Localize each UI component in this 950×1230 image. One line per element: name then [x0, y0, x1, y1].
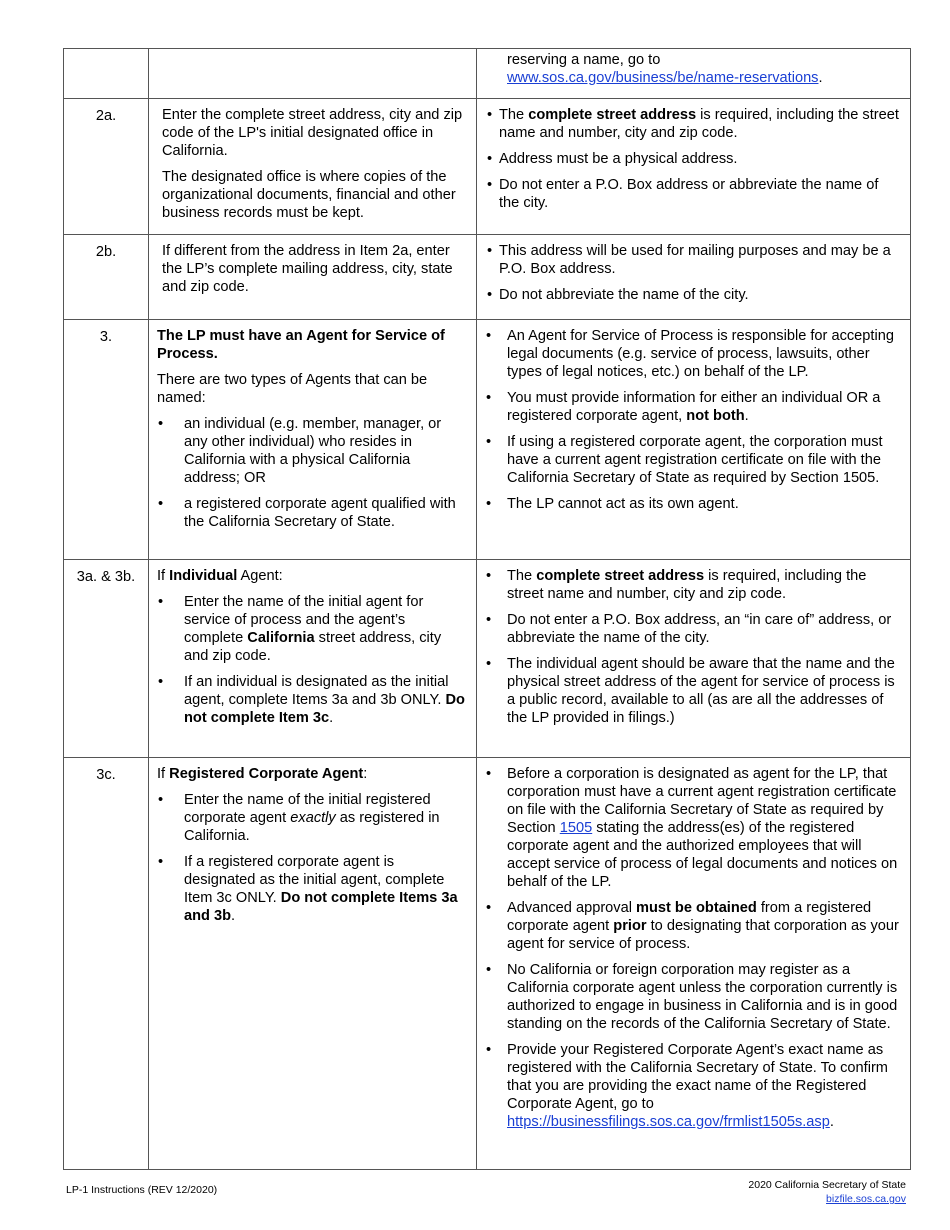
notes-cell — [477, 235, 911, 320]
description-cell — [149, 320, 477, 560]
table-row — [64, 758, 911, 1170]
list-item: • Provide your Registered Corporate Agent’s exact name as registered with the California Secretary of State. To confirm that you are providing the exact name of the Registered Corporate Agent, go to https://businessfilings.sos.ca.gov/frmlist1505s.asp. — [485, 1041, 900, 1131]
list-item: • Address must be a physical address. — [485, 150, 900, 168]
table-row — [64, 560, 911, 758]
section-1505-link[interactable]: 1505 — [559, 820, 593, 836]
table-row — [64, 320, 911, 560]
bizfile-link[interactable]: bizfile.sos.ca.gov — [826, 1193, 906, 1205]
description-cell — [149, 49, 477, 99]
list-item: • Before a corporation is designated as agent for the LP, that corporation must have a current agent registration certificate on file with the California Secretary of State as required by Section 1505 stating the address(es) of the registered corporate agent and the authorized employees that will accept service of process of legal documents and notices on behalf of the LP. — [485, 765, 900, 891]
list-item: • Do not enter a P.O. Box address, an “in care of” address, or abbreviate the name of the city. — [485, 611, 900, 647]
section-heading: If Individual Agent: — [157, 568, 283, 584]
notes-list — [485, 765, 900, 1131]
table-row — [64, 235, 911, 320]
list-item: • You must provide information for either an individual OR a registered corporate agent, not both. — [485, 389, 900, 425]
form-identifier: LP-1 Instructions (REV 12/2020) — [66, 1184, 218, 1196]
notes-cell — [477, 560, 911, 758]
list-item: • a registered corporate agent qualified with the California Secretary of State. — [157, 495, 466, 531]
notes-cell — [477, 99, 911, 235]
description-cell — [149, 560, 477, 758]
item-number: 2a. — [64, 99, 149, 235]
notes-list — [485, 567, 900, 727]
item-number: 3c. — [64, 758, 149, 1170]
table-row — [64, 49, 911, 99]
description-cell — [149, 99, 477, 235]
list-item: • Do not enter a P.O. Box address or abbreviate the name of the city. — [485, 176, 900, 212]
agent-types-list — [157, 415, 466, 531]
instructions-table — [63, 48, 911, 1170]
list-item: • This address will be used for mailing purposes and may be a P.O. Box address. — [485, 242, 900, 278]
description-cell — [149, 235, 477, 320]
name-reservations-link[interactable]: www.sos.ca.gov/business/be/name-reservations — [507, 70, 819, 86]
list-item: • Advanced approval must be obtained from a registered corporate agent prior to designating that corporation as your agent for service of process. — [485, 899, 900, 953]
description-text: There are two types of Agents that can be named: — [157, 372, 428, 406]
list-item: • The complete street address is required, including the street name and number, city and zip code. — [485, 567, 900, 603]
table-row — [64, 99, 911, 235]
description-text: The designated office is where copies of the organizational documents, financial and other business records must be kept. — [162, 169, 456, 221]
list-item: • The complete street address is required, including the street name and number, city and zip code. — [485, 106, 900, 142]
note-text: . — [818, 70, 823, 86]
list-item: • If an individual is designated as the initial agent, complete Items 3a and 3b ONLY. Do not complete Item 3c. — [157, 673, 466, 727]
list-item: • The individual agent should be aware that the name and the physical street address of the agent for service of process is a public record, available to all (as are all the addresses of the LP provided in filings.) — [485, 655, 900, 727]
notes-cell — [477, 49, 911, 99]
item-number-cell — [64, 49, 149, 99]
notes-list — [485, 106, 900, 212]
copyright-text: 2020 California Secretary of State — [748, 1179, 906, 1191]
note-text: reserving a name, go to — [507, 52, 661, 68]
list-item: • The LP cannot act as its own agent. — [485, 495, 900, 513]
notes-cell — [477, 758, 911, 1170]
item-number: 3. — [64, 320, 149, 560]
notes-list — [485, 327, 900, 513]
list-item: • An Agent for Service of Process is responsible for accepting legal documents (e.g. service of process, lawsuits, other types of legal notices, etc.) on behalf of the LP. — [485, 327, 900, 381]
section-heading: The LP must have an Agent for Service of Process. — [157, 328, 445, 362]
description-text: If different from the address in Item 2a, enter the LP’s complete mailing address, city, state and zip code. — [162, 243, 453, 295]
list-item: • If a registered corporate agent is designated as the initial agent, complete Item 3c ONLY. Do not complete Items 3a and 3b. — [157, 853, 466, 925]
list-item: • No California or foreign corporation may register as a California corporate agent unless the corporation currently is authorized to engage in business in California and is in good standing on the records of the California Secretary of State. — [485, 961, 900, 1033]
corporate-agent-list-link[interactable]: https://businessfilings.sos.ca.gov/frmlist1505s.asp — [507, 1114, 830, 1130]
list-item: • Enter the name of the initial registered corporate agent exactly as registered in California. — [157, 791, 466, 845]
item-number: 3a. & 3b. — [64, 560, 149, 758]
description-cell — [149, 758, 477, 1170]
instructions-list — [157, 791, 466, 925]
description-text: Enter the complete street address, city and zip code of the LP's initial designated office in California. — [162, 107, 463, 159]
section-heading: If Registered Corporate Agent: — [157, 766, 368, 782]
list-item: • If using a registered corporate agent, the corporation must have a current agent registration certificate on file with the California Secretary of State as required by Section 1505. — [485, 433, 900, 487]
list-item: • Do not abbreviate the name of the city. — [485, 286, 900, 304]
notes-cell — [477, 320, 911, 560]
footer-right — [748, 1178, 906, 1206]
list-item: • Enter the name of the initial agent for service of process and the agent’s complete California street address, city and zip code. — [157, 593, 466, 665]
notes-list — [485, 242, 900, 304]
instructions-list — [157, 593, 466, 727]
list-item: • an individual (e.g. member, manager, or any other individual) who resides in California with a physical California address; OR — [157, 415, 466, 487]
item-number: 2b. — [64, 235, 149, 320]
